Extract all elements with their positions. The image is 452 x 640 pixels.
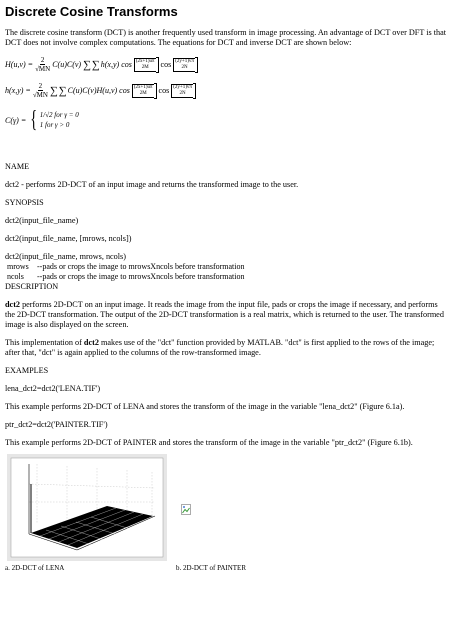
eq2-sum-inner: ∑: [58, 84, 66, 97]
option-row: [7, 272, 447, 282]
figure-captions: [5, 564, 447, 576]
eq2-lhs: h(x,y) =: [5, 86, 31, 95]
dct-surface-plot: [7, 454, 167, 561]
option-key: ncols: [7, 272, 24, 281]
eq1-coef: C(u)C(v): [52, 60, 82, 69]
example-2-text: This example performs 2D-DCT of PAINTER and stores the transform of the image in the variable "ptr_dct2" (Figure 6.1b).: [5, 438, 413, 447]
caption-b: b. 2D-DCT of PAINTER: [176, 564, 247, 572]
option-row: [7, 262, 447, 272]
eq2-term: C(u)C(v)H(u,v) cos: [67, 86, 130, 95]
name-text: dct2 - performs 2D-DCT of an input image and returns the transformed image to the user.: [5, 180, 299, 189]
synopsis-heading: SYNOPSIS: [5, 198, 44, 207]
eq3-lhs: C(γ) =: [5, 115, 27, 125]
c-gamma-equation: [5, 108, 79, 132]
eq3-case1: 1/√2 for γ = 0: [39, 111, 79, 119]
eq1-sum-inner: ∑: [91, 58, 99, 71]
example-2-code: ptr_dct2=dct2('PAINTER.TIF'): [5, 420, 108, 429]
description-paragraph-1: dct2 performs 2D-DCT on an input image. It reads the image from the input file, pads or crops the image if necessary, and performs the 2D-DCT transformation. The output of the 2D-DCT transformation is a real matrix, which is returned to the user. The transformed image is also displayed on the screen.: [5, 300, 444, 329]
option-desc: --pads or crops the image to mrowsXncols before transformation: [37, 272, 245, 281]
eq2-sum-outer: ∑: [49, 84, 57, 97]
eq1-lhs: H(u,v) =: [5, 60, 34, 69]
figures-row: [5, 454, 447, 564]
intro-paragraph: The discrete cosine transform (DCT) is another frequently used transform in image processing. An advantage of DCT over DFT is that DCT does not involve complex computations. The equations for DCT and inverse DCT are shown below:: [5, 28, 447, 47]
idct-equation: h(x,y) = $\frac{2}{√MN}$ ∑ ∑ C(u)C(v)H(u,v) cos (2x+1)uπ 2M cos (2y+1)vπ 2N: [5, 82, 196, 99]
option-key: mrows: [7, 262, 29, 271]
description-heading: DESCRIPTION: [5, 282, 59, 291]
eq1-fraction: $\frac{2}{√MN}$: [35, 56, 51, 73]
brace-glyph: {: [30, 107, 38, 133]
example-1-code: lena_dct2=dct2('LENA.TIF'): [5, 384, 101, 393]
broken-image-icon: [181, 504, 191, 515]
dct-equation: H(u,v) = $\frac{2}{√MN}$ C(u)C(v) ∑ ∑ h(x,y) cos (2x+1)uπ 2M cos (2y+1)vπ 2N: [5, 56, 198, 73]
caption-a: a. 2D-DCT of LENA: [5, 564, 65, 572]
name-heading: NAME: [5, 162, 30, 171]
page-title: Discrete Cosine Transforms: [5, 4, 178, 19]
eq1-sum-outer: ∑: [83, 58, 90, 71]
option-desc: --pads or crops the image to mrowsXncols before transformation: [37, 262, 245, 271]
description-paragraph-2: This implementation of dct2 makes use of the "dct" function provided by MATLAB. "dct" is first applied to the rows of the image; after that, "dct" is again applied to the columns of the row-transformed image.: [5, 338, 435, 357]
example-1-text: This example performs 2D-DCT of LENA and stores the transform of the image in the variable "lena_dct2" (Figure 6.1a).: [5, 402, 405, 411]
synopsis-line: dct2(input_file_name, mrows, ncols): [5, 252, 126, 261]
equations-block: [5, 56, 447, 150]
eq2-fraction: $\frac{2}{√MN}$: [32, 82, 48, 99]
examples-heading: EXAMPLES: [5, 366, 49, 375]
synopsis-line: dct2(input_file_name, [mrows, ncols]): [5, 234, 132, 243]
eq1-term: h(x,y) cos: [100, 60, 132, 69]
synopsis-line: dct2(input_file_name): [5, 216, 79, 225]
eq3-case2: 1 for γ > 0: [39, 121, 70, 129]
